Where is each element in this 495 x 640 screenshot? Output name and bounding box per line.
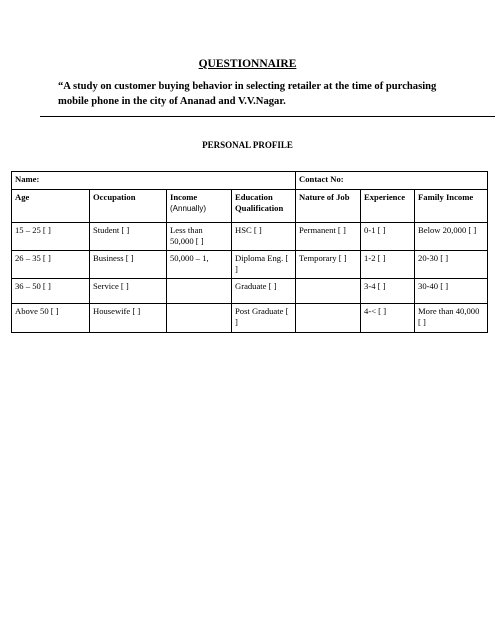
- header-experience: Experience: [361, 190, 415, 223]
- experience-option[interactable]: 3-4 [ ]: [361, 279, 415, 304]
- header-age: Age: [12, 190, 90, 223]
- study-subtitle: “A study on customer buying behavior in selecting retailer at the time of purchasing mobile phone in the city of Ananad and V.V.Nagar.: [58, 81, 437, 107]
- family-income-option[interactable]: Below 20,000 [ ]: [415, 223, 488, 251]
- header-income: [167, 190, 232, 223]
- occupation-option[interactable]: Housewife [ ]: [90, 304, 167, 333]
- header-row: [12, 190, 488, 223]
- occupation-option[interactable]: Business [ ]: [90, 251, 167, 279]
- family-income-option[interactable]: 20-30 [ ]: [415, 251, 488, 279]
- job-option[interactable]: Temporary [ ]: [296, 251, 361, 279]
- header-job: Nature of Job: [296, 190, 361, 223]
- education-option[interactable]: HSC [ ]: [232, 223, 296, 251]
- header-income-subtitle: (Annually): [170, 204, 207, 213]
- age-option[interactable]: 15 – 25 [ ]: [12, 223, 90, 251]
- education-option[interactable]: Post Graduate [ ]: [232, 304, 296, 333]
- income-option: [167, 304, 232, 333]
- table-row: [12, 251, 488, 279]
- occupation-option[interactable]: Service [ ]: [90, 279, 167, 304]
- job-option: [296, 304, 361, 333]
- experience-option[interactable]: 0-1 [ ]: [361, 223, 415, 251]
- name-row: [12, 172, 488, 190]
- occupation-option[interactable]: Student [ ]: [90, 223, 167, 251]
- education-option[interactable]: Diploma Eng. [ ]: [232, 251, 296, 279]
- experience-option[interactable]: 4-< [ ]: [361, 304, 415, 333]
- age-option[interactable]: 36 – 50 [ ]: [12, 279, 90, 304]
- table-row: [12, 279, 488, 304]
- header-occupation: Occupation: [90, 190, 167, 223]
- education-option[interactable]: Graduate [ ]: [232, 279, 296, 304]
- document-title: QUESTIONNAIRE: [198, 58, 297, 70]
- income-option: [167, 279, 232, 304]
- income-option[interactable]: Less than 50,000 [ ]: [167, 223, 232, 251]
- job-option: [296, 279, 361, 304]
- job-option[interactable]: Permanent [ ]: [296, 223, 361, 251]
- family-income-option[interactable]: More than 40,000 [ ]: [415, 304, 488, 333]
- table-row: [12, 304, 488, 333]
- table-row: [12, 223, 488, 251]
- header-family-income: Family Income: [415, 190, 488, 223]
- name-field[interactable]: Name:: [12, 172, 296, 190]
- age-option[interactable]: 26 – 35 [ ]: [12, 251, 90, 279]
- personal-profile-table: [11, 171, 488, 333]
- header-income-title: Income: [170, 192, 198, 202]
- section-heading: PERSONAL PROFILE: [202, 140, 293, 150]
- age-option[interactable]: Above 50 [ ]: [12, 304, 90, 333]
- income-option[interactable]: 50,000 – 1,: [167, 251, 232, 279]
- contact-field[interactable]: Contact No:: [296, 172, 488, 190]
- experience-option[interactable]: 1-2 [ ]: [361, 251, 415, 279]
- horizontal-rule: [40, 116, 495, 117]
- family-income-option[interactable]: 30-40 [ ]: [415, 279, 488, 304]
- header-education: Education Qualification: [232, 190, 296, 223]
